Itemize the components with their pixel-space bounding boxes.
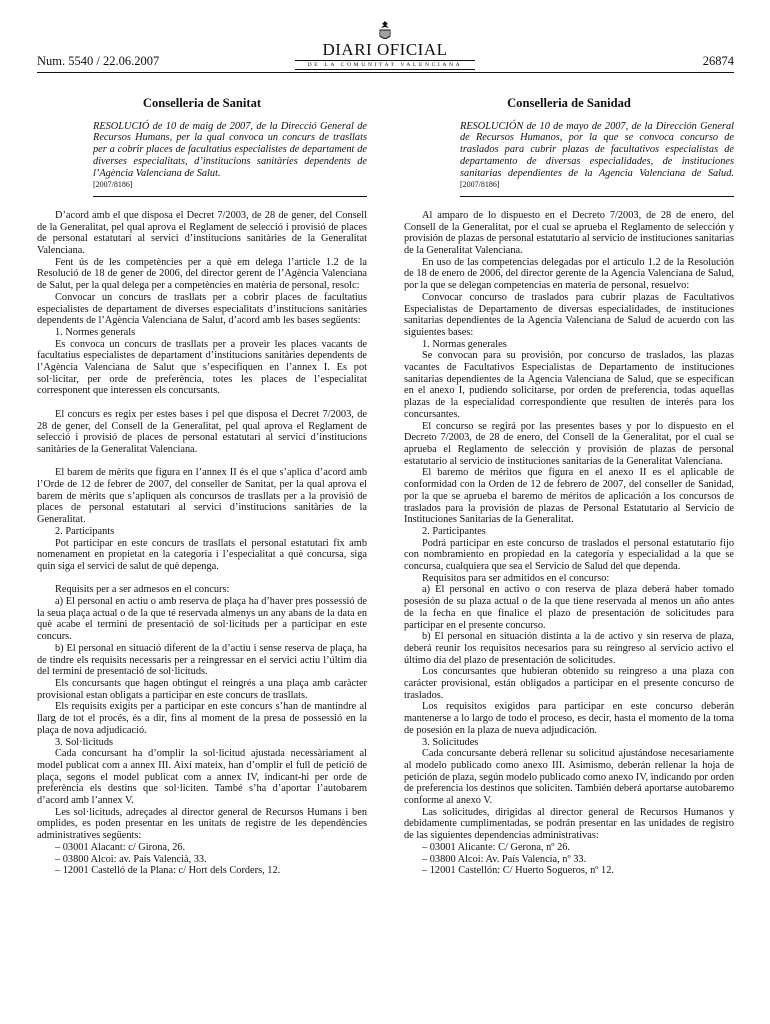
paragraph: Los concursantes que hubieran obtenido su reingreso a una plaza con carácter provisional, están obligados a participar en el presente concurso de traslados. <box>404 666 734 701</box>
section-title: Conselleria de Sanitat <box>142 96 262 110</box>
paragraph: Convocar un concurs de trasllats per a cobrir places de facultatius especialistes de departament de diverses especialitats d’institucions sanitàries dependents de l’Agència Valenciana de Salut, d’acord amb les bases següents: <box>37 291 367 327</box>
list-item: – 12001 Castelló de la Plana: c/ Hort dels Corders, 12. <box>55 865 281 877</box>
paragraph: Las solicitudes, dirigidas al director general de Recursos Humanos y debidamente cumplimentadas, se podrán presentar en las unidades de registro de las siguientes dependencias administrativas: <box>404 806 734 842</box>
paragraph: Cada concursante deberá rellenar su solicitud ajustándose necesariamente al modelo publicado como anexo III. Asimismo, deberán rellenar la hoja de petición de plaza, según modelo publicado como anexo IV, indicando por orden de preferencia los destinos que soliciten. También deberá aportarse autobaremo conforme al anexo V. <box>404 748 734 807</box>
paragraph: El concurs es regix per estes bases i pel que disposa el Decret 7/2003, de 28 de gener, del Consell de la Generalitat, pel qual aprova el Reglament de selecció i provisió de places de personal estatutari al servici d’institucions sanitàries de la Generalitat Valenciana. <box>37 408 367 455</box>
paragraph: Al amparo de lo dispuesto en el Decreto 7/2003, de 28 de enero, del Consell de la Generalitat, por el cual se aprueba el Reglamento de selección y provisión de plazas de personal estatutario al servicio de instituciones sanitarias de la Generalitat Valenciana. <box>404 209 734 257</box>
list-item: – 03001 Alicante: C/ Gerona, nº 26. <box>422 841 570 853</box>
paragraph: Les sol·licituds, adreçades al director general de Recursos Humans i ben omplides, es poden presentar en les unitats de registre de les dependències administratives següents: <box>37 806 367 842</box>
paragraph: Pot participar en este concurs de trasllats el personal estatutari fix amb nomenament en propietat en la categoria i l’especialitat a què concursa, siga quin siga el servici de salut de què depenga. <box>37 537 367 572</box>
subheading: 2. Participants <box>55 525 115 537</box>
masthead-title: DIARI OFICIAL <box>322 40 448 59</box>
subheading: 2. Participantes <box>422 525 486 537</box>
paragraph: Se convocan para su provisión, por concurso de traslados, las plazas vacantes de Facultativos Especialistas de Departamento de instituciones sanitarias dependientes de la Agencia Valenciana de Salud, que se especifican en el anexo I, pudiendo solicitarse, por orden de preferencia, todas aquellas plazas de la especialidad correspondiente que resulten de interés para los concursantes. <box>404 350 734 420</box>
resolution-title <box>93 121 367 191</box>
divider <box>460 196 734 197</box>
paragraph: b) El personal en situació diferent de la d’actiu i sense reserva de plaça, ha de tindre els requisits necessaris per a reingressar en el servici actiu l’últim dia del termini de presentació de sol·licituds. <box>37 642 367 678</box>
masthead-subtitle: DE LA COMUNITAT VALENCIANA <box>295 60 475 70</box>
section-title: Conselleria de Sanidad <box>507 96 631 110</box>
paragraph: En uso de las competencias delegadas por el artículo 1.2 de la Resolución de 18 de enero de 2006, del director gerente de la Agencia Valenciana de Salud, por la que se delegan competencias en materia de personal, resuelvo: <box>404 256 734 292</box>
list-item: – 03001 Alacant: c/ Girona, 26. <box>55 841 186 853</box>
paragraph: Requisits per a ser admesos en el concurs: <box>55 584 230 596</box>
column-spanish <box>404 98 734 877</box>
coat-of-arms-icon <box>375 20 395 42</box>
paragraph: Requisitos para ser admitidos en el concurso: <box>422 572 610 584</box>
subheading: 3. Solicitudes <box>422 736 479 748</box>
masthead <box>295 20 475 70</box>
resolution-text: RESOLUCIÓ de 10 de maig de 2007, de la Direcció General de Recursos Humans, per la qual convoca un concurs de trasllats per a cobrir places de facultatius especialistes de departament de diverses especialitats, d’institucions sanitàries dependents de l’Agència Valenciana de Salut. <box>93 120 367 179</box>
paragraph: Podrá participar en este concurso de traslados el personal estatutario fijo con nombramiento en propiedad en la categoría y especialidad a la que se concursa, cualquiera que sea el Servicio de Salud del que dependa. <box>404 537 734 573</box>
paragraph: a) El personal en actiu o amb reserva de plaça ha d’haver pres possessió de la seua plaça actual o de la que té reservada almenys un any abans de la data en què acabe el termini de presentació de sol·licituds per a participar en este concurs. <box>37 596 367 643</box>
paragraph: El concurso se regirá por las presentes bases y por lo dispuesto en el Decreto 7/2003, de 28 de enero, del Consell de la Generalitat, por el cual se aprueba el Reglamento de selección y provisión de plazas de personal estatutario al servicio de instituciones sanitarias de la Generalitat Valenciana. <box>404 420 734 467</box>
paragraph: Cada concursant ha d’omplir la sol·licitud ajustada necessàriament al model publicat com a annex III. Així mateix, han d’omplir el full de petició de plaça, segons el model publicat com a annex IV, indicant-hi per orde de preferència els destins que sol·liciten. També s’ha d’aportar l’autobarem d’acord amb l’annex V. <box>37 748 367 807</box>
list-item: – 03800 Alcoi: Av. País Valencia, nº 33. <box>422 853 587 865</box>
column-valencian <box>37 98 367 877</box>
paragraph: Fent ús de les competències per a què em delega l’article 1.2 de la Resolució de 18 de gener de 2006, del director gerent de l’Agència Valenciana de Salut, per la qual delega per a competències en matèria de personal, resolc: <box>37 256 367 292</box>
resolution-ref: [2007/8186] <box>93 180 133 190</box>
header-rule <box>37 72 734 73</box>
paragraph: Los requisitos exigidos para participar en este concurso deberán mantenerse a lo largo de todo el proceso, es decir, hasta el momento de la toma de posesión en la plaza de nueva adjudicación. <box>404 701 734 736</box>
subheading: 1. Normes generals <box>55 326 136 338</box>
resolution-ref: [2007/8186] <box>460 180 500 190</box>
divider <box>93 196 367 197</box>
paragraph: Els requisits exigits per a participar en este concurs s’han de mantindre al llarg de tot el procés, és a dir, fins al moment de la presa de possessió en la plaça de nova adjudicació. <box>37 701 367 736</box>
list-item: – 03800 Alcoi: av. País Valencià, 33. <box>55 853 207 865</box>
resolution-title <box>460 121 734 191</box>
paragraph: Convocar concurso de traslados para cubrir plazas de Facultativos Especialistas de Departamento de diversas especialidades, de instituciones sanitarias dependientes de la Agencia Valenciana de Salud de acuerdo con las siguientes bases: <box>404 291 734 338</box>
list-item: – 12001 Castellón: C/ Huerto Sogueros, nº 12. <box>422 865 614 877</box>
paragraph: El barem de mèrits que figura en l’annex II és el que s’aplica d’acord amb l’Orde de 12 de febrer de 2007, del conseller de Sanitat, per la qual aprova el barem de mèrits que s’apliquen als concursos de trasllats per a la provisió de places de personal estatutari al servici d’institucions sanitàries de la Generalitat. <box>37 467 367 526</box>
resolution-text: RESOLUCIÓN de 10 de mayo de 2007, de la Dirección General de Recursos Humanos, por la que se convoca concurso de traslados para cubrir plazas de facultativos especialistas de departamento de diversas especialidades, de instituciones sanitarias dependientes de la Agencia Valenciana de Salud. <box>460 120 734 179</box>
paragraph: b) El personal en situación distinta a la de activo y sin reserva de plaza, deberá reunir los requisitos necesarios para su reingreso al servicio activo el último día del plazo de presentación de solicitudes. <box>404 631 734 666</box>
paragraph: a) El personal en activo o con reserva de plaza deberá haber tomado posesión de su plaza actual o de la que tiene reservada al menos un año antes de la fecha en que finalice el plazo de presentación de solicitudes para participar en el presente concurso. <box>404 584 734 631</box>
paragraph: D’acord amb el que disposa el Decret 7/2003, de 28 de gener, del Consell de la Generalitat, pel qual aprova el Reglament de selecció i provisió de places de personal estatutari al servici d’institucions sanitàries de la Generalitat Valenciana. <box>37 209 367 257</box>
subheading: 1. Normas generales <box>422 338 507 350</box>
paragraph: El baremo de méritos que figura en el anexo II es el aplicable de conformidad con la Orden de 12 de febrero de 2007, del conseller de Sanidad, por la que se aprueba el baremo de méritos de aplicación a los concursos de traslados para la provisión de plazas de Personal Estatutario al Servicio de Instituciones Sanitarias de la Generalitat. <box>404 467 734 526</box>
page-number: 26874 <box>702 54 734 68</box>
issue-number: Num. 5540 / 22.06.2007 <box>37 54 160 68</box>
subheading: 3. Sol·licituds <box>55 736 114 748</box>
paragraph: Els concursants que hagen obtingut el reingrés a una plaça amb caràcter provisional estan obligats a participar en este concurs de trasllats. <box>37 678 367 701</box>
paragraph: Es convoca un concurs de trasllats per a proveir les places vacants de facultatius especialistes de departament d’institucions sanitàries dependents de l’Agència Valenciana de Salut que s’especifiquen en l’annex I. Es pot sol·licitar, per orde de preferència, totes les places de l’especialitat corresponent que interessen els concursants. <box>37 338 367 397</box>
